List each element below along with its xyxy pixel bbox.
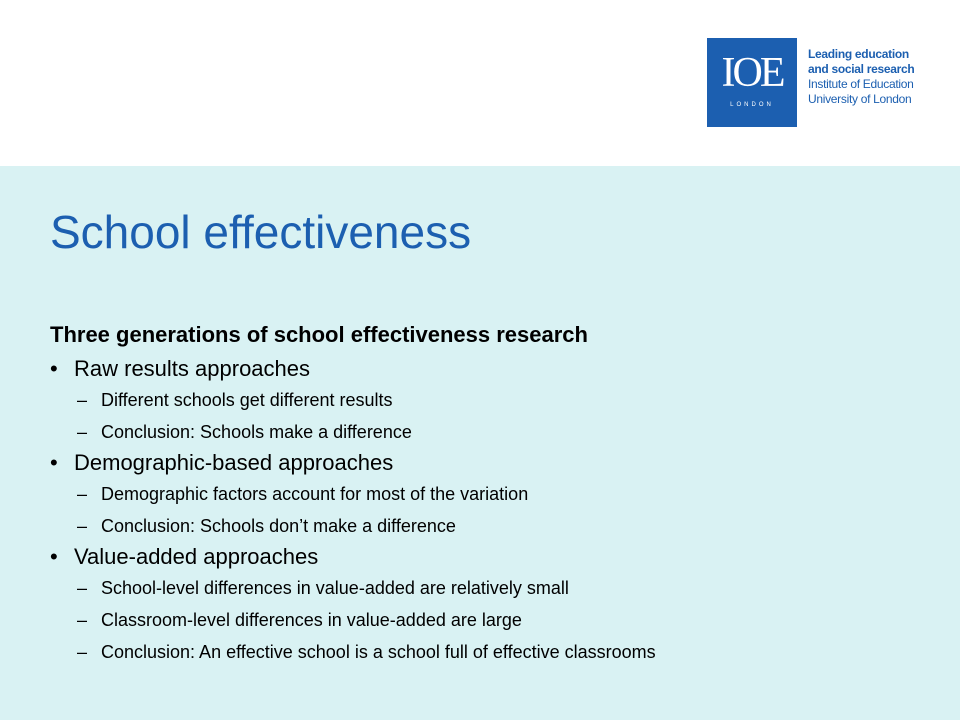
sub-bullet-item — [50, 384, 930, 416]
sub-bullet-item — [50, 478, 930, 510]
bullet-item-value-added — [50, 542, 930, 572]
logo-org-1: Institute of Education — [808, 77, 914, 91]
sub-bullet-text: Conclusion: Schools don’t make a difference — [101, 516, 456, 536]
sub-bullet-item — [50, 572, 930, 604]
bullet-label: Value-added approaches — [74, 544, 319, 569]
bullet-label: Demographic-based approaches — [74, 450, 394, 475]
slide-subheading: Three generations of school effectiveness research — [50, 322, 588, 347]
bullet-label: Raw results approaches — [74, 356, 311, 381]
bullet-glyph: • — [50, 544, 58, 569]
dash-glyph: – — [77, 390, 88, 410]
slide-content — [0, 166, 960, 720]
bullet-glyph: • — [50, 356, 58, 381]
sub-bullet-item — [50, 636, 930, 668]
dash-glyph: – — [77, 516, 88, 536]
sub-bullet-text: Conclusion: Schools make a difference — [101, 422, 412, 442]
bullet-glyph: • — [50, 450, 58, 475]
sub-bullet-text: School-level differences in value-added are relatively small — [101, 578, 569, 598]
slide-header — [0, 0, 960, 166]
sub-bullet-text: Classroom-level differences in value-added are large — [101, 610, 522, 630]
sub-bullet-item — [50, 416, 930, 448]
dash-glyph: – — [77, 484, 88, 504]
dash-glyph: – — [77, 578, 88, 598]
sub-bullet-item — [50, 510, 930, 542]
bullet-item-demographic — [50, 448, 930, 478]
logo-tagline-1: Leading education — [808, 47, 909, 61]
dash-glyph: – — [77, 642, 88, 662]
slide-body — [50, 320, 930, 668]
logo-text — [808, 47, 958, 107]
logo-org-2: University of London — [808, 92, 912, 106]
logo-tagline-2: and social research — [808, 62, 915, 76]
sub-bullet-text: Conclusion: An effective school is a school full of effective classrooms — [101, 642, 656, 662]
sub-bullet-text: Different schools get different results — [101, 390, 393, 410]
ioe-logo — [707, 38, 797, 127]
sub-bullet-item — [50, 604, 930, 636]
slide-title: School effectiveness — [50, 206, 472, 258]
dash-glyph: – — [77, 422, 88, 442]
sub-bullet-text: Demographic factors account for most of the variation — [101, 484, 529, 504]
logo-sub: LONDON — [730, 102, 774, 108]
bullet-item-raw-results — [50, 354, 930, 384]
dash-glyph: – — [77, 610, 88, 630]
logo-mark: IOE — [721, 50, 783, 96]
